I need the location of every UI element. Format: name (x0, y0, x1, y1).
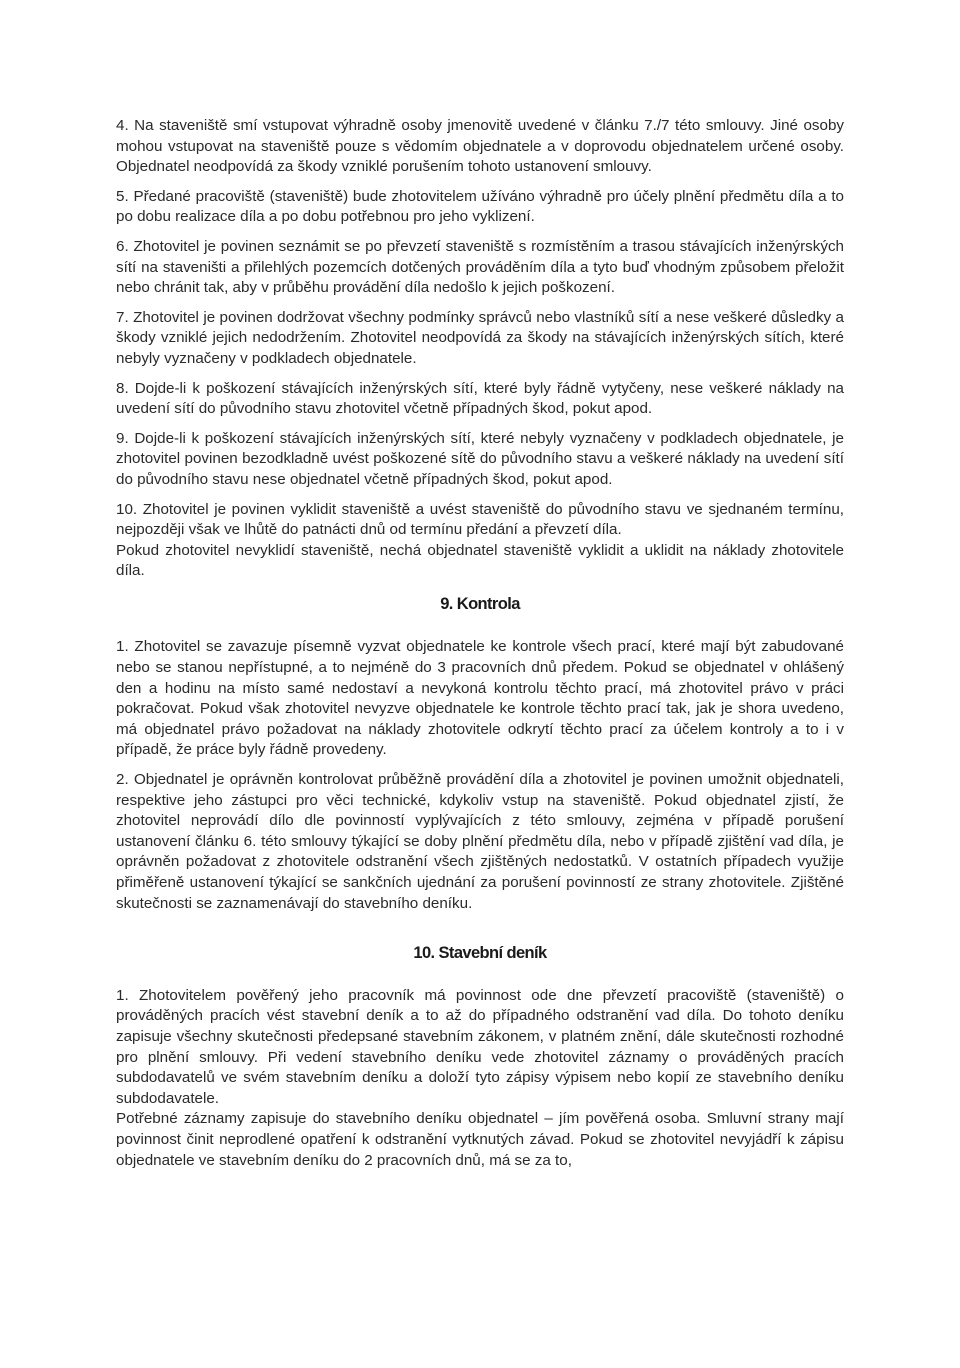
paragraph-8-4: 4. Na staveniště smí vstupovat výhradně osoby jmenovitě uvedené v článku 7./7 této smlouvy. Jiné osoby mohou vstupovat na staveniště pouze s vědomím objednatele a v doprovodu objednatelem určené osoby. Objednatel neodpovídá za škody vzniklé porušením tohoto ustanovení smlouvy. (116, 117, 844, 176)
document-page (116, 116, 844, 1180)
paragraph-8-10-continued: Pokud zhotovitel nevyklidí staveniště, nechá objednatel staveniště vyklidit a uklidit na náklady zhotovitele díla. (116, 541, 844, 580)
paragraph-8-10: 10. Zhotovitel je povinen vyklidit staveniště a uvést staveniště do původního stavu ve sjednaném termínu, nejpozději však ve lhůtě do patnácti dnů od termínu předání a převzetí díla. (116, 500, 844, 539)
section-heading-stavebni-denik: 10. Stavební deník (413, 944, 547, 963)
paragraph-8-6: 6. Zhotovitel je povinen seznámit se po převzetí staveniště s rozmístěním a trasou stávajících inženýrských sítí na staveništi a přilehlých pozemcích dotčených prováděním díla a tyto buď vhodným způsobem přeložit nebo chránit tak, aby v průběhu provádění díla nedošlo k jejich poškození. (116, 237, 844, 297)
paragraph-8-7: 7. Zhotovitel je povinen dodržovat všechny podmínky správců nebo vlastníků sítí a nese veškeré důsledky a škody vzniklé jejich nedodržením. Zhotovitel neodpovídá za škody na stávajících inženýrských sítích, které nebyly vyznačeny v podkladech objednatele. (116, 308, 844, 367)
paragraph-10-1: 1. Zhotovitelem pověřený jeho pracovník má povinnost ode dne převzetí pracoviště (staveniště) o prováděných pracích vést stavební deník a to až do případného odstranění vad díla. Do tohoto deníku zapisuje všechny skutečnosti předepsané stavebním zákonem, v platném znění, dále skutečnosti rozhodné pro plnění smlouvy. Při vedení stavebního deníku vede zhotovitel záznamy o prováděných pracích subdodavatelů ve svém stavebním deníku a doloží tyto zápisy výpisem nebo kopií ze stavebního deníku subdodavatele. (116, 986, 844, 1107)
paragraph-8-9: 9. Dojde-li k poškození stávajících inženýrských sítí, které nebyly vyznačeny v podkladech objednatele, je zhotovitel povinen bezodkladně uvést poškozené sítě do původního stavu a veškeré náklady na uvedení sítí do původního stavu nese objednatel včetně případných škod, pokut apod. (116, 429, 844, 488)
paragraph-8-8: 8. Dojde-li k poškození stávajících inženýrských sítí, které byly řádně vytyčeny, nese veškeré náklady na uvedení sítí do původního stavu zhotovitel včetně případných škod, pokut apod. (116, 379, 844, 418)
paragraph-9-1: 1. Zhotovitel se zavazuje písemně vyzvat objednatele ke kontrole všech prací, které mají být zabudované nebo se stanou nepřístupné, a to nejméně do 3 pracovních dnů předem. Pokud se objednatel v ohlášený den a hodinu na místo samé nedostaví a nevykoná kontrolu těchto prací, má zhotovitel právo v práci pokračovat. Pokud však zhotovitel nevyzve objednatele ke kontrole těchto prací tak, jak je shora uvedeno, má objednatel právo požadovat na náklady zhotovitele odkrytí těchto prací za účelem kontroly a to i v případě, že práce byly řádně provedeny. (116, 638, 844, 759)
paragraph-8-5: 5. Předané pracoviště (staveniště) bude zhotovitelem užíváno výhradně pro účely plnění předmětu díla a to po dobu realizace díla a po dobu potřebnou pro jeho vyklizení. (116, 187, 844, 226)
section-heading-kontrola: 9. Kontrola (440, 594, 520, 613)
paragraph-10-1-continued: Potřebné záznamy zapisuje do stavebního deníku objednatel – jím pověřená osoba. Smluvní strany mají povinnost činit neprodlené opatření k odstranění vytknutých závad. Pokud se zhotovitel nevyjádří k zápisu objednatele ve stavebním deníku do 2 pracovních dnů, má se za to, (116, 1110, 844, 1169)
paragraph-9-2: 2. Objednatel je oprávněn kontrolovat průběžně provádění díla a zhotovitel je povinen umožnit objednateli, respektive jeho zástupci pro věci technické, kdykoliv vstup na staveniště. Pokud objednatel zjistí, že zhotovitel neprovádí dílo dle povinností vyplývajících z této smlouvy, zejména v případě porušení ustanovení článku 6. této smlouvy týkající se doby plnění předmětu díla, nebo v případě zjištění vad díla, je oprávněn požadovat z zhotovitele odstranění všech zjištěných nedostatků. V ostatních případech využije přiměřeně ustanovení týkající se sankčních ujednání za porušení povinností ze strany zhotovitele. Zjištěné skutečnosti se zaznamenávají do stavebního deníku. (116, 771, 844, 912)
